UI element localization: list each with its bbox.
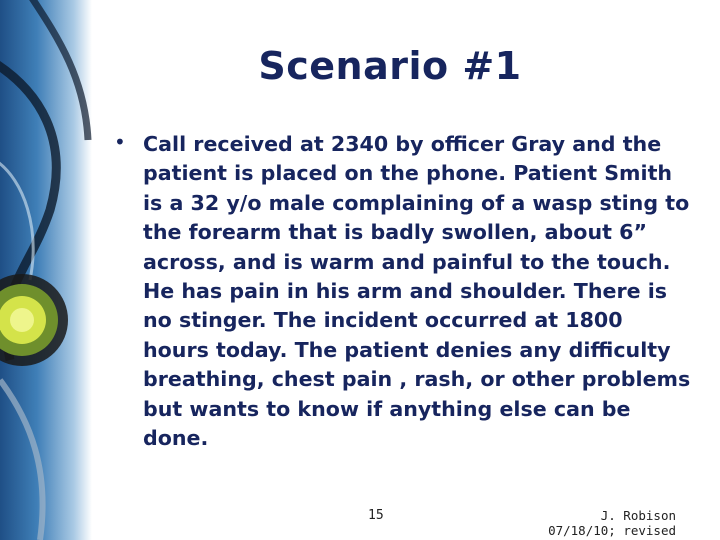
scenario-text: Call received at 2340 by officer Gray and the patient is placed on the phone. Patient Smith is a 32 y/o male complaining of a wasp sting to the forearm that is badly swollen, about 6” across, and is warm and painful to the touch. He has pain in his arm and shoulder. There is no stinger. The incident occurred at 1800 hours today. The patient denies any difficulty breathing, chest pain , rash, or other problems but wants to know if anything else can be done. — [143, 132, 691, 451]
slide-title: Scenario #1 — [258, 44, 522, 88]
stethoscope-image — [0, 0, 92, 540]
revision-date: 07/18/10; revised — [548, 523, 676, 538]
bullet-item — [114, 130, 694, 453]
footer-credit — [548, 508, 676, 538]
page-number: 15 — [368, 508, 384, 523]
bullet-marker: • — [114, 130, 126, 154]
author-name: J. Robison — [600, 508, 676, 523]
